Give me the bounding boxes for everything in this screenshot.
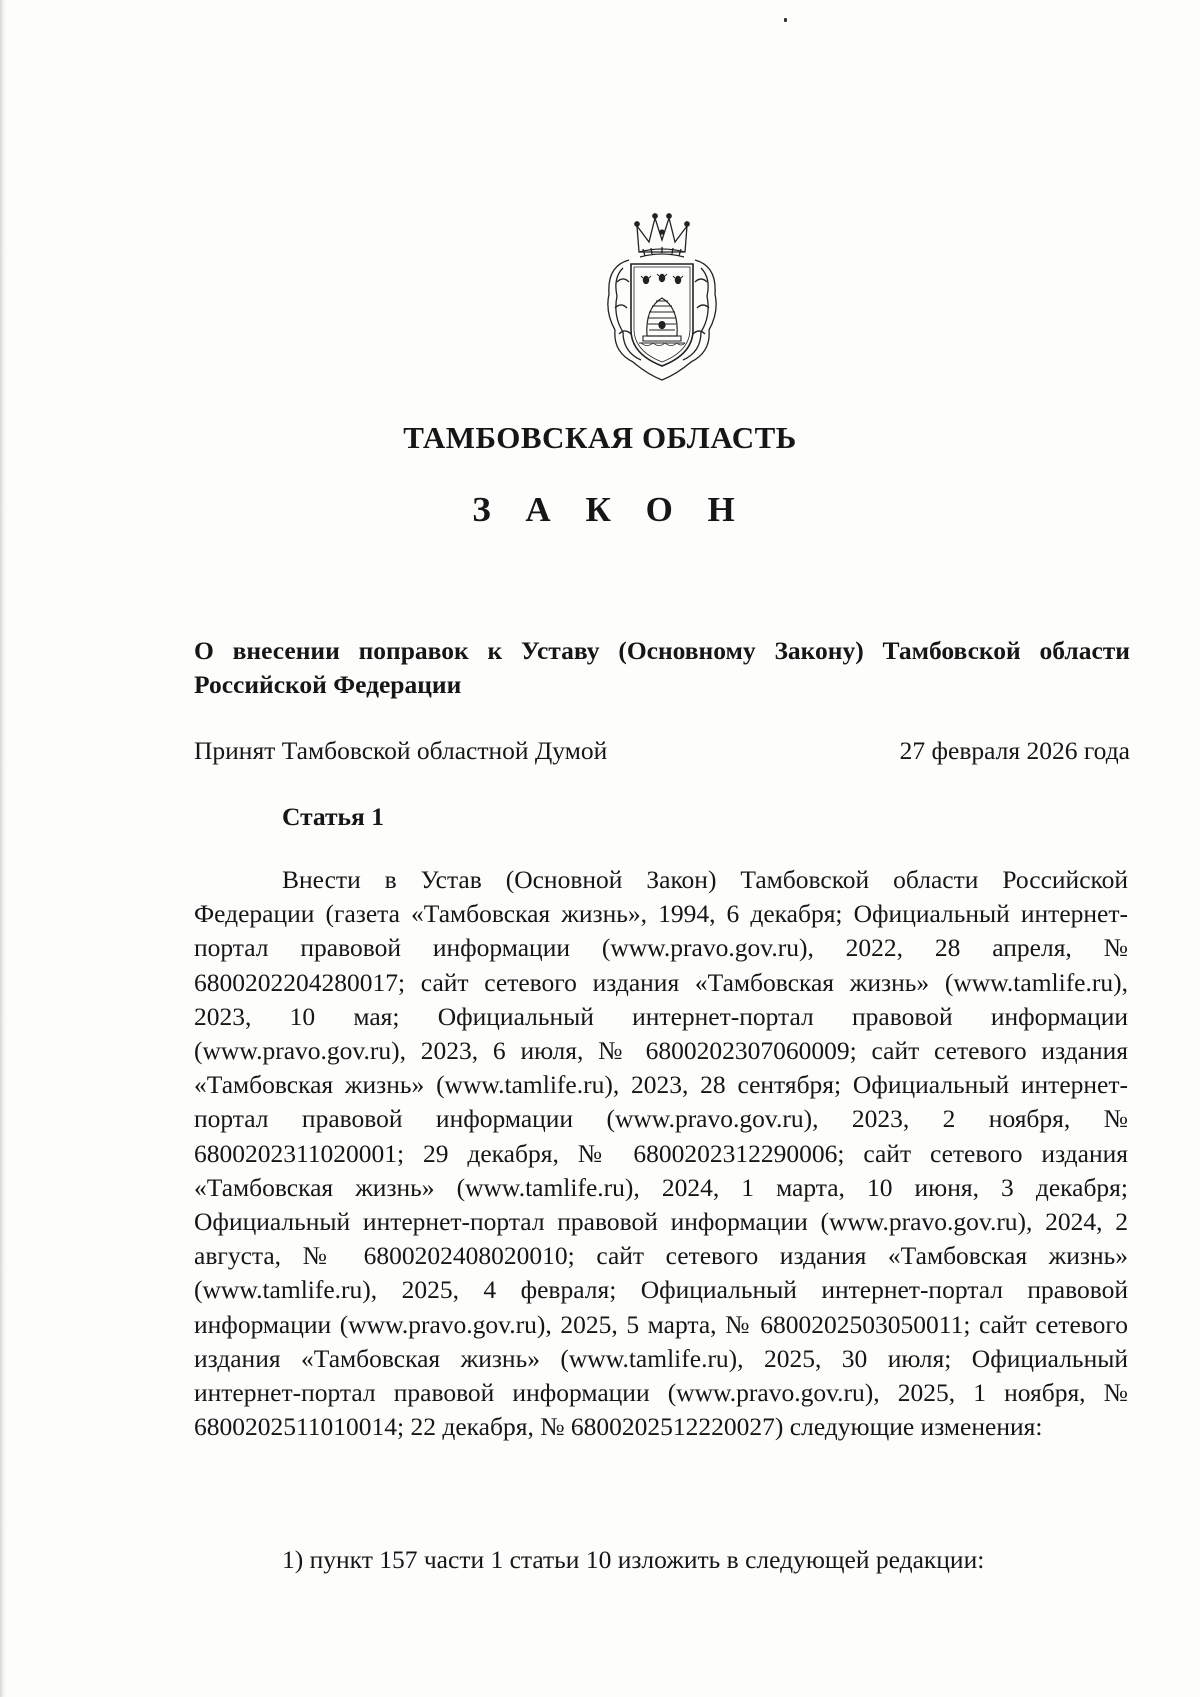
law-title: О внесении поправок к Уставу (Основному Закону) Тамбовской области Российской Федерации (194, 636, 1130, 699)
adopted-date: 27 февраля 2026 года (899, 736, 1130, 765)
adopted-by: Принят Тамбовской областной Думой (194, 736, 608, 765)
document-type: З А К О Н (472, 490, 748, 529)
article-item-1: 1) пункт 157 части 1 статьи 10 изложить в следующей редакции: (282, 1545, 985, 1574)
adoption-line (194, 734, 1130, 768)
article-body-paragraph: Внести в Устав (Основной Закон) Тамбовской области Российской Федерации (газета «Тамбовская жизнь», 1994, 6 декабря; Официальный интернет-портал правовой информации (www.pravo.gov.ru), 2022, 28 апреля, № 6800202204280017; сайт сетевого издания «Тамбовская жизнь» (www.tamlife.ru), 2023, 10 мая; Официальный интернет-портал правовой информации (www.pravo.gov.ru), 2023, 6 июля, № 6800202307060009; сайт сетевого издания «Тамбовская жизнь» (www.tamlife.ru), 2023, 28 сентября; Официальный интернет-портал правовой информации (www.pravo.gov.ru), 2023, 2 ноября, № 6800202311020001; 29 декабря, № 6800202312290006; сайт сетевого издания «Тамбовская жизнь» (www.tamlife.ru), 2024, 1 марта, 10 июня, 3 декабря; Официальный интернет-портал правовой информации (www.pravo.gov.ru), 2024, 2 августа, № 6800202408020010; сайт сетевого издания «Тамбовская жизнь» (www.tamlife.ru), 2025, 4 февраля; Официальный интернет-портал правовой информации (www.pravo.gov.ru), 2025, 5 марта, № 6800202503050011; сайт сетевого издания «Тамбовская жизнь» (www.tamlife.ru), 2025, 30 июля; Официальный интернет-портал правовой информации (www.pravo.gov.ru), 2025, 1 ноября, № 6800202511010014; 22 декабря, № 6800202512220027) следующие изменения: (194, 865, 1128, 1442)
scan-speck (784, 18, 787, 22)
coat-of-arms-icon (599, 212, 725, 382)
scan-edge (0, 0, 6, 1697)
region-name: ТАМБОВСКАЯ ОБЛАСТЬ (403, 420, 797, 455)
article-heading: Статья 1 (282, 802, 384, 831)
